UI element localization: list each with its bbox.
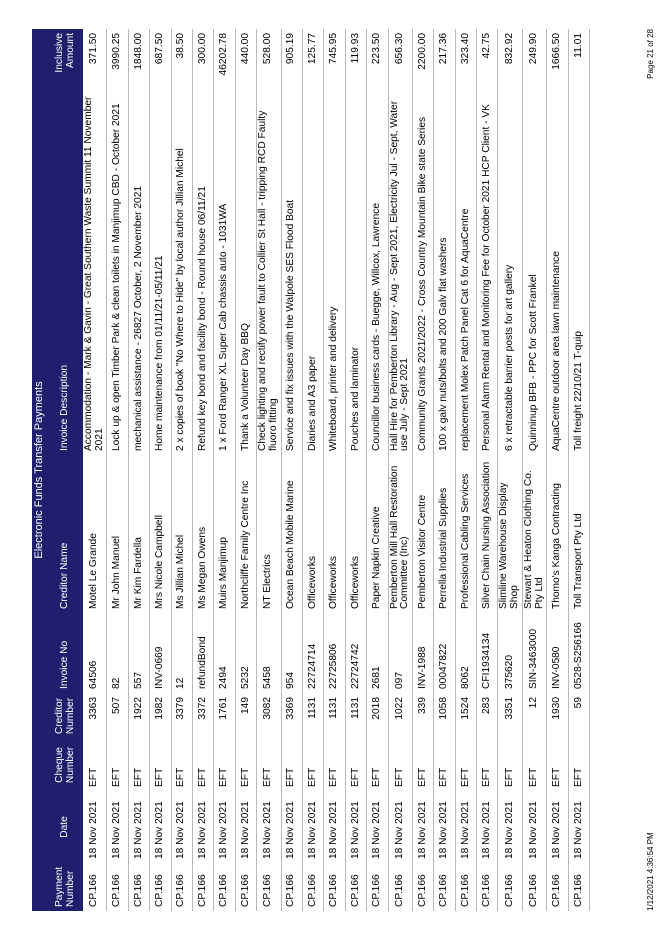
- cell-payment-number: CP.166: [88, 874, 100, 907]
- cell-creditor-name: Officeworks: [328, 555, 340, 609]
- cell-creditor-name: Officeworks: [306, 555, 318, 609]
- cell-inclusive-amount: 371.50: [88, 32, 100, 65]
- cell-inclusive-amount: 1848.00: [132, 32, 144, 70]
- cell-inclusive-amount: 656.30: [393, 32, 405, 65]
- cell-cheque-number: EFT: [239, 767, 251, 787]
- header-payment-number: Payment Number: [48, 863, 83, 911]
- cell-invoice-no: INV-0580: [551, 646, 563, 689]
- cell-date: 18 Nov 2021: [328, 801, 340, 859]
- cell-invoice-description: replacement Molex Patch Panel Cat 6 for AquaCentre: [459, 208, 471, 451]
- cell-cheque-number: EFT: [111, 767, 123, 787]
- cell-invoice-no: INV-1988: [416, 646, 428, 689]
- cell-creditor-number: 507: [111, 697, 123, 714]
- table-row: [302, 29, 323, 911]
- cell-inclusive-amount: 249.90: [528, 32, 540, 65]
- cell-cheque-number: EFT: [480, 767, 492, 787]
- table-row: [477, 29, 498, 911]
- cell-inclusive-amount: 323.40: [459, 32, 471, 65]
- cell-creditor-name: Mrs Nicole Campbell: [154, 515, 166, 609]
- cell-creditor-number: 1922: [132, 697, 144, 720]
- cell-payment-number: CP.166: [175, 874, 187, 907]
- table-row: [455, 29, 476, 911]
- cell-creditor-name: Mr John Manuel: [111, 535, 123, 609]
- table-row: [171, 29, 192, 911]
- cell-invoice-no: 2494: [218, 666, 230, 689]
- cell-inclusive-amount: 46202.78: [218, 32, 230, 76]
- table-row: [324, 29, 345, 911]
- table-row: [522, 29, 546, 911]
- cell-date: 18 Nov 2021: [111, 801, 123, 859]
- cell-creditor-name: Motel Le Grande: [88, 533, 100, 609]
- cell-date: 18 Nov 2021: [459, 801, 471, 859]
- cell-date: 18 Nov 2021: [528, 801, 540, 859]
- cell-creditor-number: 1058: [438, 697, 450, 720]
- cell-creditor-name: Slimline Warehouse Display Shop: [498, 482, 521, 609]
- cell-payment-number: CP.166: [438, 874, 450, 907]
- table-row: [367, 29, 388, 911]
- cell-creditor-number: 149: [239, 697, 251, 714]
- cell-cheque-number: EFT: [572, 767, 584, 787]
- cell-payment-number: CP.166: [262, 874, 274, 907]
- cell-creditor-number: 1930: [551, 697, 563, 720]
- cell-date: 18 Nov 2021: [88, 801, 100, 859]
- cell-inclusive-amount: 905.19: [285, 32, 297, 65]
- cell-creditor-number: 1524: [459, 697, 471, 720]
- header-date: Date: [48, 791, 83, 863]
- cell-inclusive-amount: 119.93: [349, 32, 361, 64]
- header-inclusive-amount: Inclusive Amount: [48, 29, 83, 89]
- cell-payment-number: CP.166: [572, 874, 584, 907]
- cell-invoice-no: 22724742: [349, 643, 361, 689]
- cell-creditor-number: 1022: [393, 697, 405, 720]
- cell-invoice-no: 22724714: [306, 643, 318, 689]
- cell-date: 18 Nov 2021: [349, 801, 361, 859]
- cell-invoice-no: 097: [393, 672, 405, 689]
- cell-payment-number: CP.166: [480, 874, 492, 907]
- cell-creditor-number: 3379: [175, 697, 187, 720]
- cell-cheque-number: EFT: [218, 767, 230, 787]
- cell-invoice-description: Whiteboard, printer and delivery: [328, 306, 340, 451]
- table-row: [498, 29, 522, 911]
- cell-inclusive-amount: 2200.00: [416, 32, 428, 70]
- table-row: [214, 29, 235, 911]
- cell-payment-number: CP.166: [459, 874, 471, 907]
- cell-payment-number: CP.166: [218, 874, 230, 907]
- cell-inclusive-amount: 1666.50: [551, 32, 563, 70]
- cell-date: 18 Nov 2021: [551, 801, 563, 859]
- cell-cheque-number: EFT: [132, 767, 144, 787]
- cell-creditor-name: Ms Jillian Michel: [175, 534, 187, 609]
- cell-invoice-no: 2681: [370, 666, 382, 689]
- cell-cheque-number: EFT: [328, 767, 340, 787]
- cell-payment-number: CP.166: [393, 874, 405, 907]
- cell-creditor-number: 2018: [370, 697, 382, 720]
- cell-invoice-no: 375620: [503, 655, 515, 689]
- table-row: [345, 29, 366, 911]
- cell-creditor-number: 1982: [154, 697, 166, 720]
- cell-cheque-number: EFT: [196, 767, 208, 787]
- cell-creditor-number: 3363: [88, 697, 100, 720]
- cell-cheque-number: EFT: [503, 767, 515, 787]
- cell-creditor-name: Pemberton Visitor Centre: [416, 494, 428, 609]
- printed-timestamp: 1/12/2021 4:36:54 PM: [646, 832, 655, 911]
- cell-cheque-number: EFT: [175, 767, 187, 787]
- cell-creditor-name: Toll Transport Pty Ltd: [572, 513, 584, 609]
- cell-invoice-description: mechanical assistance - 26827 October, 2 November 2021: [132, 185, 144, 451]
- cell-payment-number: CP.166: [370, 874, 382, 907]
- cell-invoice-description: Quinninup BFB - PPC for Scott Frankel: [528, 274, 540, 451]
- cell-cheque-number: EFT: [438, 767, 450, 787]
- cell-invoice-no: 954: [285, 672, 297, 689]
- cell-inclusive-amount: 745.95: [328, 32, 340, 65]
- cell-invoice-description: Pouches and laminator: [349, 346, 361, 451]
- cell-date: 18 Nov 2021: [572, 801, 584, 859]
- header-creditor-number: Creditor Number: [48, 693, 83, 739]
- cell-creditor-number: 3369: [285, 697, 297, 720]
- cell-payment-number: CP.166: [132, 874, 144, 907]
- cell-invoice-description: Thank a Volunteer Day BBQ: [239, 323, 251, 451]
- page-number: Page 21 of 28: [646, 29, 655, 79]
- cell-creditor-number: 283: [480, 697, 492, 714]
- cell-inclusive-amount: 223.50: [370, 32, 382, 65]
- cell-invoice-no: 00047822: [438, 643, 450, 689]
- cell-date: 18 Nov 2021: [262, 801, 274, 859]
- cell-creditor-name: Thomo's Kanga Contracting: [551, 483, 563, 609]
- report-title: Electronic Funds Transfer Payments: [32, 29, 48, 911]
- cell-inclusive-amount: 38.50: [175, 32, 187, 59]
- header-creditor-name: Creditor Name: [48, 455, 83, 613]
- cell-invoice-description: Accommodation - Mark & Gavin - Great Southern Waste Summit 11 November 2021: [83, 96, 105, 451]
- cell-creditor-number: 1761: [218, 697, 230, 720]
- cell-creditor-number: 59: [572, 697, 584, 709]
- cell-cheque-number: EFT: [306, 767, 318, 787]
- cell-payment-number: CP.166: [503, 874, 515, 907]
- cell-cheque-number: EFT: [154, 767, 166, 787]
- cell-invoice-description: Diaries and A3 paper: [306, 355, 318, 451]
- table-row: [412, 29, 433, 911]
- cell-invoice-no: 82: [111, 677, 123, 689]
- table-row: [83, 29, 107, 911]
- cell-creditor-number: 1131: [328, 697, 340, 719]
- cell-payment-number: CP.166: [285, 874, 297, 907]
- cell-date: 18 Nov 2021: [370, 801, 382, 859]
- cell-payment-number: CP.166: [551, 874, 563, 907]
- table-row: [281, 29, 302, 911]
- cell-invoice-no: 5232: [239, 666, 251, 689]
- cell-cheque-number: EFT: [416, 767, 428, 787]
- header-invoice-no: Invoice No: [48, 613, 83, 693]
- cell-creditor-number: 1131: [306, 697, 318, 719]
- cell-creditor-number: 3082: [262, 697, 274, 720]
- cell-inclusive-amount: 832.92: [503, 32, 515, 65]
- cell-invoice-description: 2 x copies of book "No Where to Hide" by local author Jillian Michel: [175, 148, 187, 451]
- cell-cheque-number: EFT: [528, 767, 540, 787]
- cell-invoice-description: 6 x retractable barrier posts for art gallery: [503, 264, 515, 451]
- table-row: [235, 29, 256, 911]
- cell-cheque-number: EFT: [551, 767, 563, 787]
- cell-inclusive-amount: 42.75: [480, 32, 492, 59]
- cell-date: 18 Nov 2021: [175, 801, 187, 859]
- cell-payment-number: CP.166: [528, 874, 540, 907]
- cell-cheque-number: EFT: [370, 767, 382, 787]
- cell-date: 18 Nov 2021: [438, 801, 450, 859]
- table-row: [107, 29, 128, 911]
- cell-payment-number: CP.166: [416, 874, 428, 907]
- cell-inclusive-amount: 11.01: [572, 32, 584, 58]
- cell-invoice-no: 5458: [262, 666, 274, 689]
- cell-invoice-description: Toll freight 22/10/21 T-quip: [572, 331, 584, 451]
- table-row: [150, 29, 171, 911]
- cell-creditor-name: Mr Kim Fardella: [132, 537, 144, 609]
- cell-inclusive-amount: 687.50: [154, 32, 166, 65]
- cell-inclusive-amount: 125.77: [306, 32, 318, 65]
- cell-cheque-number: EFT: [349, 767, 361, 787]
- cell-inclusive-amount: 300.00: [196, 32, 208, 65]
- cell-invoice-no: 64506: [88, 660, 100, 689]
- cell-creditor-number: 3372: [196, 697, 208, 720]
- cell-cheque-number: EFT: [88, 767, 100, 787]
- cell-date: 18 Nov 2021: [132, 801, 144, 859]
- cell-payment-number: CP.166: [196, 874, 208, 907]
- cell-cheque-number: EFT: [262, 767, 274, 787]
- cell-creditor-name: Northcliffe Family Centre Inc: [239, 480, 251, 609]
- cell-creditor-number: 339: [416, 697, 428, 714]
- cell-invoice-description: 100 x galv nuts/bolts and 200 Galv flat washers: [438, 237, 450, 451]
- cell-creditor-number: 3351: [503, 697, 515, 720]
- cell-invoice-no: 557: [132, 672, 144, 689]
- cell-invoice-description: Personal Alarm Rental and Monitoring Fee for October 2021 HCP Client - VK: [480, 104, 492, 451]
- cell-payment-number: CP.166: [154, 874, 166, 907]
- cell-creditor-number: 12: [528, 697, 540, 709]
- cell-invoice-no: CFI1934134: [480, 632, 492, 689]
- cell-invoice-no: 12: [175, 677, 187, 689]
- cell-invoice-description: Refund key bond and facility bond - Round house 06/11/21: [196, 186, 208, 451]
- cell-creditor-name: Ms Megan Owens: [196, 526, 208, 609]
- cell-payment-number: CP.166: [306, 874, 318, 907]
- cell-date: 18 Nov 2021: [154, 801, 166, 859]
- cell-cheque-number: EFT: [393, 767, 405, 787]
- cell-invoice-description: Check lighting and rectify power fault to Collier St Hall - tripping RCD Faulty fluoro fitting: [257, 110, 279, 451]
- eft-payments-table: [32, 29, 590, 911]
- cell-invoice-description: Home maintenance from 01/11/21-05/11/21: [154, 255, 166, 451]
- cell-date: 18 Nov 2021: [393, 801, 405, 859]
- table-row: [192, 29, 213, 911]
- table-row: [568, 29, 589, 911]
- table-row: [434, 29, 455, 911]
- cell-invoice-description: AquaCentre outdoor area lawn maintenance: [551, 251, 563, 451]
- cell-payment-number: CP.166: [111, 874, 123, 907]
- cell-inclusive-amount: 3990.25: [111, 32, 123, 70]
- cell-invoice-description: 1 x Ford Ranger XL Super Cab chassis auto - 1031WA: [218, 203, 230, 451]
- cell-date: 18 Nov 2021: [480, 801, 492, 859]
- header-invoice-description: Invoice Description: [48, 89, 83, 455]
- cell-date: 18 Nov 2021: [218, 801, 230, 859]
- cell-creditor-name: Muirs Manjimup: [218, 537, 230, 609]
- header-cheque-number: Cheque Number: [48, 739, 83, 791]
- cell-creditor-name: Silver Chain Nursing Association: [480, 461, 492, 609]
- cell-date: 18 Nov 2021: [196, 801, 208, 859]
- cell-date: 18 Nov 2021: [306, 801, 318, 859]
- cell-date: 18 Nov 2021: [503, 801, 515, 859]
- cell-creditor-number: 1131: [349, 697, 361, 719]
- cell-payment-number: CP.166: [328, 874, 340, 907]
- cell-payment-number: CP.166: [239, 874, 251, 907]
- cell-payment-number: CP.166: [349, 874, 361, 907]
- cell-invoice-no: 0528-S256166: [572, 622, 584, 689]
- cell-date: 18 Nov 2021: [239, 801, 251, 859]
- cell-date: 18 Nov 2021: [285, 801, 297, 859]
- table-row: [257, 29, 281, 911]
- table-row: [388, 29, 412, 911]
- cell-invoice-no: SIN-3463000: [528, 628, 540, 689]
- cell-invoice-description: Lock up & open Timber Park & clean toilets in Manjimup CBD - October 2021: [111, 103, 123, 451]
- cell-creditor-name: NT Electrics: [262, 554, 274, 609]
- cell-invoice-description: Councillor business cards - Buegge, Willcox, Lawrence: [370, 202, 382, 451]
- cell-invoice-description: Hall Hire for Pemberton Library - Aug - Sept 2021, Electricity Jul - Sept, Water use July - Sept 2021: [388, 100, 411, 451]
- cell-cheque-number: EFT: [459, 767, 471, 787]
- cell-inclusive-amount: 440.00: [239, 32, 251, 65]
- cell-inclusive-amount: 528.00: [262, 32, 274, 65]
- cell-invoice-no: 22725806: [328, 643, 340, 689]
- cell-creditor-name: Perrella Industrial Supplies: [438, 487, 450, 609]
- table-row: [547, 29, 568, 911]
- cell-invoice-no: refundBond: [196, 636, 208, 689]
- cell-cheque-number: EFT: [285, 767, 297, 787]
- cell-invoice-no: 8062: [459, 666, 471, 689]
- cell-invoice-no: INV-0669: [154, 646, 166, 689]
- cell-date: 18 Nov 2021: [416, 801, 428, 859]
- cell-invoice-description: Service and fix issues with the Walpole SES Flood Boat: [285, 199, 297, 451]
- cell-creditor-name: Officeworks: [349, 555, 361, 609]
- table-row: [128, 29, 149, 911]
- cell-creditor-name: Ocean Beach Mobile Marine: [285, 480, 297, 609]
- cell-creditor-name: Stewart & Heaton Clothing Co. Pty Ltd: [522, 470, 545, 609]
- cell-creditor-name: Paper Napkin Creative: [370, 506, 382, 609]
- cell-creditor-name: Professional Cabling Services: [459, 473, 471, 609]
- cell-creditor-name: Pemberton Mill Hall Restoration Committee (Inc): [388, 465, 411, 609]
- cell-invoice-description: Community Grants 2021/2022 - Cross Country Mountain Bike state Series: [416, 116, 428, 451]
- cell-inclusive-amount: 217.36: [438, 32, 450, 65]
